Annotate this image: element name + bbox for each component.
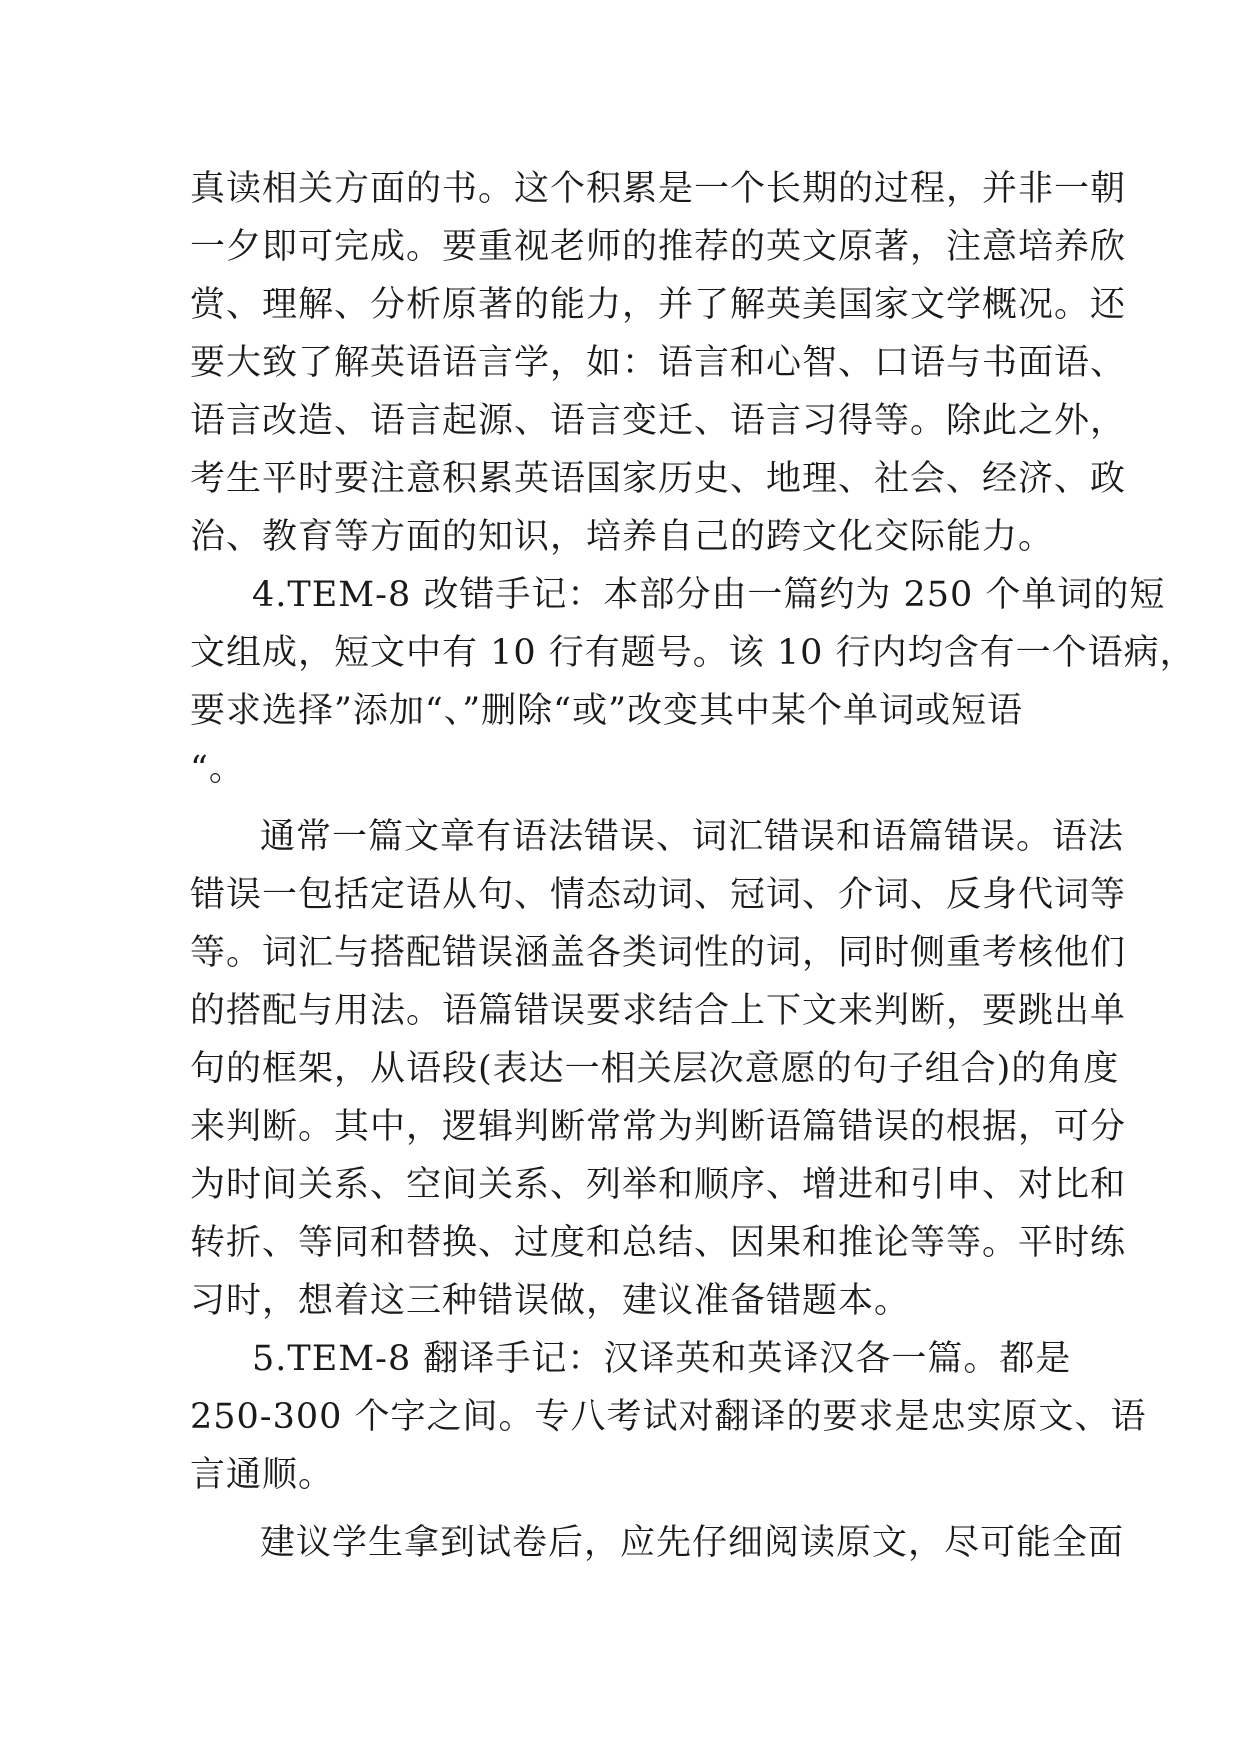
text-line: 文组成，短文中有 10 行有题号。该 10 行内均含有一个语病， bbox=[190, 633, 1196, 673]
text-line: 真读相关方面的书。这个积累是一个长期的过程，并非一朝 bbox=[190, 169, 1127, 209]
text-line: 通常一篇文章有语法错误、词汇错误和语篇错误。语法 bbox=[260, 817, 1125, 857]
paragraph-3 bbox=[190, 808, 1127, 1330]
text-line: 考生平时要注意积累英语国家历史、地理、社会、经济、政 bbox=[190, 459, 1127, 499]
text-line: 建议学生拿到试卷后，应先仔细阅读原文，尽可能全面 bbox=[260, 1523, 1125, 1563]
paragraph-1 bbox=[190, 160, 1127, 566]
text-line: 要求选择”添加“、”删除“或”改变其中某个单词或短语 bbox=[190, 691, 1023, 731]
text-line: 等。词汇与搭配错误涵盖各类词性的词，同时侧重考核他们 bbox=[190, 933, 1127, 973]
text-line: 为时间关系、空间关系、列举和顺序、增进和引申、对比和 bbox=[190, 1165, 1127, 1205]
text-line: 语言改造、语言起源、语言变迁、语言习得等。除此之外， bbox=[190, 401, 1127, 441]
text-line: 4.TEM-8 改错手记：本部分由一篇约为 250 个单词的短 bbox=[252, 575, 1166, 615]
text-line: 治、教育等方面的知识，培养自己的跨文化交际能力。 bbox=[190, 517, 1055, 557]
text-line: 赏、理解、分析原著的能力，并了解英美国家文学概况。还 bbox=[190, 285, 1127, 325]
text-line: 转折、等同和替换、过度和总结、因果和推论等等。平时练 bbox=[190, 1223, 1127, 1263]
text-line: 要大致了解英语语言学，如：语言和心智、口语与书面语、 bbox=[190, 343, 1127, 383]
text-line: 句的框架，从语段(表达一相关层次意愿的句子组合)的角度 bbox=[190, 1049, 1120, 1089]
document-body bbox=[190, 160, 1196, 1572]
text-line: 5.TEM-8 翻译手记：汉译英和英译汉各一篇。都是 bbox=[252, 1339, 1072, 1379]
text-line: 250-300 个字之间。专八考试对翻译的要求是忠实原文、语 bbox=[190, 1397, 1147, 1437]
text-line: 的搭配与用法。语篇错误要求结合上下文来判断，要跳出单 bbox=[190, 991, 1127, 1031]
text-line: 言通顺。 bbox=[190, 1455, 335, 1495]
text-line: 错误一包括定语从句、情态动词、冠词、介词、反身代词等 bbox=[190, 875, 1127, 915]
text-line: “。 bbox=[190, 749, 245, 789]
text-line: 习时，想着这三种错误做，建议准备错题本。 bbox=[190, 1281, 911, 1321]
text-line: 来判断。其中，逻辑判断常常为判断语篇错误的根据，可分 bbox=[190, 1107, 1127, 1147]
paragraph-2 bbox=[190, 566, 1196, 798]
text-line: 一夕即可完成。要重视老师的推荐的英文原著，注意培养欣 bbox=[190, 227, 1127, 267]
paragraph-5 bbox=[190, 1514, 1125, 1572]
paragraph-4 bbox=[190, 1330, 1147, 1504]
